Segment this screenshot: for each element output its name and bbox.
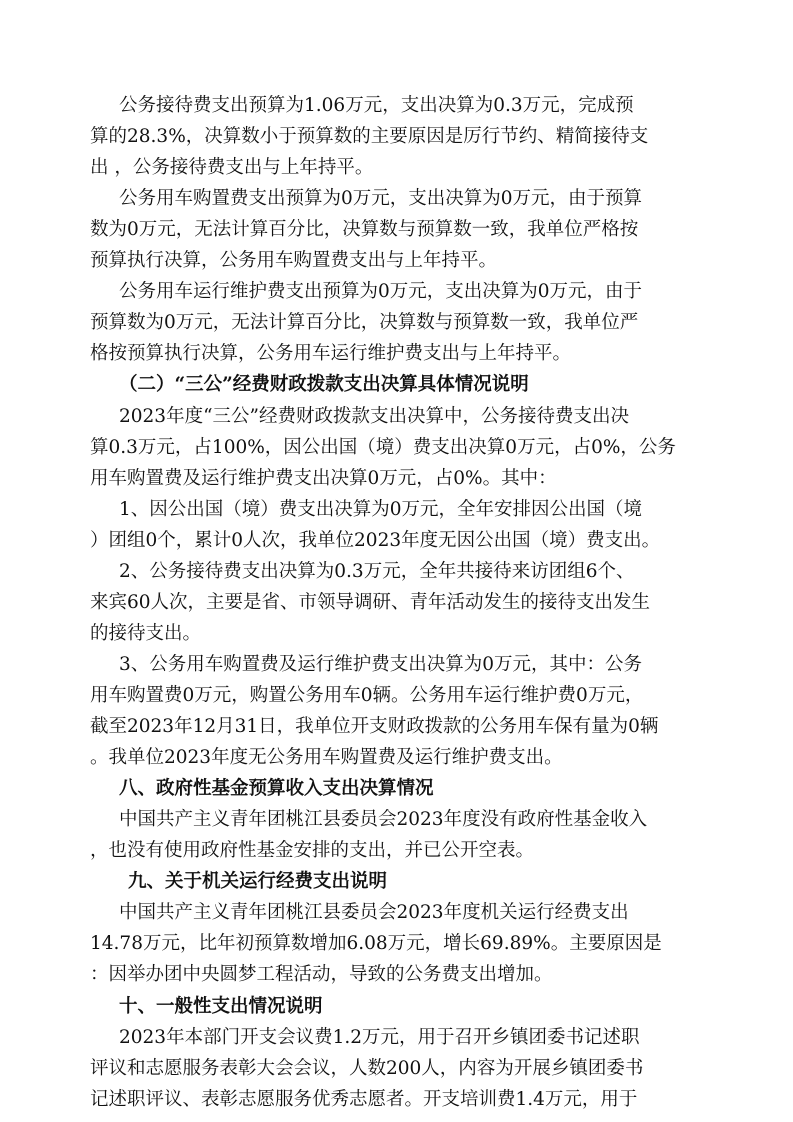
section-heading: （二）“三公”经费财政拨款支出决算具体情况说明 bbox=[119, 374, 529, 396]
paragraph-line: 公务用车运行维护费支出预算为0万元，支出决算为0万元，由于 bbox=[119, 281, 643, 303]
paragraph-line: 公务用车购置费支出预算为0万元，支出决算为0万元，由于预算 bbox=[119, 188, 643, 210]
paragraph-line: 2、公务接待费支出决算为0.3万元，全年共接待来访团组6个、 bbox=[119, 560, 635, 582]
paragraph-line: 。我单位2023年度无公务用车购置费及运行维护费支出。 bbox=[90, 747, 563, 769]
section-heading: 十、一般性支出情况说明 bbox=[119, 995, 323, 1017]
paragraph-line: 公务接待费支出预算为1.06万元，支出决算为0.3万元，完成预 bbox=[119, 95, 634, 116]
paragraph-line: 的接待支出。 bbox=[90, 622, 202, 644]
paragraph-line: 数为0万元，无法计算百分比，决算数与预算数一致，我单位严格按 bbox=[90, 219, 639, 241]
paragraph-line: 2023年度“三公”经费财政拨款支出决算中，公务接待费支出决 bbox=[119, 405, 629, 427]
paragraph-line: 截至2023年12月31日，我单位开支财政拨款的公务用车保有量为0辆 bbox=[90, 716, 659, 737]
paragraph-line: 来宾60人次，主要是省、市领导调研、青年活动发生的接待支出发生 bbox=[90, 591, 651, 613]
paragraph-line: 中国共产主义青年团桃江县委员会2023年度没有政府性基金收入 bbox=[119, 809, 648, 831]
paragraph-line: 14.78万元，比年初预算数增加6.08万元，增长69.89%。主要原因是 bbox=[90, 933, 662, 955]
paragraph-line: 用车购置费0万元，购置公务用车0辆。公务用车运行维护费0万元， bbox=[90, 685, 644, 706]
paragraph-line: 出 ，公务接待费支出与上年持平。 bbox=[90, 157, 374, 179]
paragraph-line: 2023年本部门开支会议费1.2万元，用于召开乡镇团委书记述职 bbox=[119, 1026, 640, 1048]
paragraph-line: 算0.3万元，占100%，因公出国（境）费支出决算0万元，占0%，公务 bbox=[90, 436, 676, 458]
paragraph-line: 算的28.3%，决算数小于预算数的主要原因是厉行节约、精简接待支 bbox=[90, 126, 649, 147]
paragraph-line: 中国共产主义青年团桃江县委员会2023年度机关运行经费支出 bbox=[119, 902, 629, 924]
paragraph-line: 预算执行决算，公务用车购置费支出与上年持平。 bbox=[90, 250, 498, 272]
paragraph-line: 预算数为0万元，无法计算百分比，决算数与预算数一致，我单位严 bbox=[90, 312, 639, 334]
section-heading: 九、关于机关运行经费支出说明 bbox=[128, 871, 388, 893]
paragraph-line: ，也没有使用政府性基金安排的支出，并已公开空表。 bbox=[90, 840, 535, 862]
paragraph-line: ）团组0个，累计0人次，我单位2023年度无因公出国（境）费支出。 bbox=[90, 529, 661, 551]
section-heading: 八、政府性基金预算收入支出决算情况 bbox=[119, 778, 434, 800]
paragraph-line: ：因举办团中央圆梦工程活动，导致的公务费支出增加。 bbox=[90, 964, 553, 986]
paragraph-line: 记述职评议、表彰志愿服务优秀志愿者。开支培训费1.4万元，用于 bbox=[90, 1088, 638, 1110]
paragraph-line: 评议和志愿服务表彰大会会议，人数200人，内容为开展乡镇团委书 bbox=[90, 1057, 644, 1079]
paragraph-line: 3、公务用车购置费及运行维护费支出决算为0万元，其中：公务 bbox=[119, 653, 643, 675]
paragraph-line: 1、因公出国（境）费支出决算为0万元，全年安排因公出国（境 bbox=[119, 498, 643, 520]
paragraph-line: 格按预算执行决算，公务用车运行维护费支出与上年持平。 bbox=[90, 343, 572, 365]
paragraph-line: 用车购置费及运行维护费支出决算0万元，占0%。其中： bbox=[90, 467, 557, 489]
